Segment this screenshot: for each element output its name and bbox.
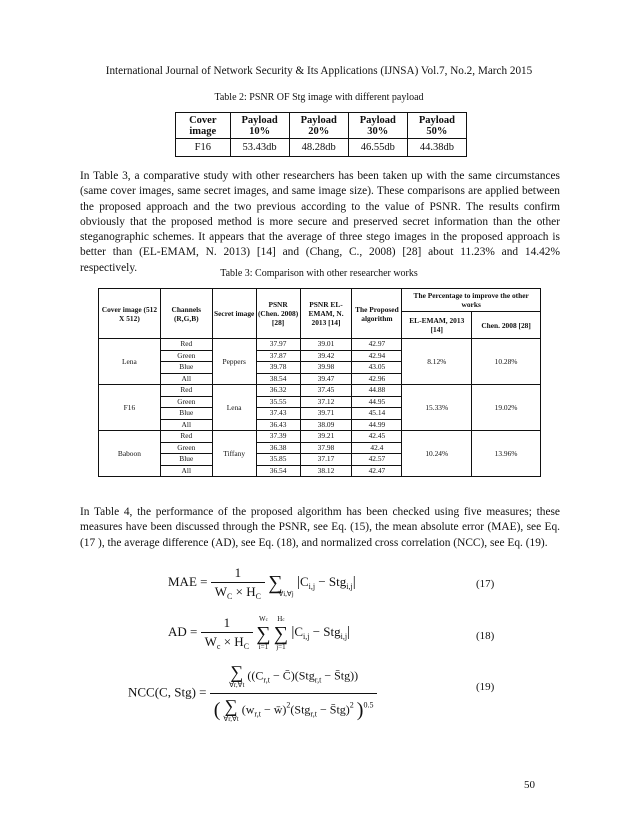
- psnr-elemam-cell: 39.01: [300, 339, 352, 351]
- table2-header: Payload 50%: [407, 113, 466, 139]
- channel-cell: Green: [160, 442, 212, 454]
- channel-cell: All: [160, 419, 212, 431]
- psnr-chen-cell: 37.39: [256, 431, 300, 443]
- channel-cell: Blue: [160, 408, 212, 420]
- table2: [175, 112, 467, 157]
- psnr-proposed-cell: 42.47: [352, 465, 402, 477]
- table-cell: 48.28db: [289, 139, 348, 157]
- psnr-proposed-cell: 42.97: [352, 339, 402, 351]
- table2-caption: Table 2: PSNR OF Stg image with different payload: [214, 92, 424, 103]
- cover-image-cell: Lena: [99, 339, 161, 385]
- table2-header-row: [176, 113, 467, 139]
- channel-cell: Blue: [160, 454, 212, 466]
- paragraph-table3-intro: In Table 3, a comparative study with other researchers has been taken up with the same circumstances (same cover images, same secret images, and same image size). These comparisons are applied between the proposed approach and the two previous according to the value of PSNR. The results confirm obviously that the proposed method is more secure and preserved secret information than the other steganographic schemes. It appears that the average of three stego images in the proposed approach is better than (EL-EMAM, N. 2013) [14] and (Chang, C., 2008) [28] about 11.23% and 14.42% respectively.: [80, 170, 560, 274]
- psnr-proposed-cell: 42.57: [352, 454, 402, 466]
- psnr-elemam-cell: 39.71: [300, 408, 352, 420]
- psnr-elemam-cell: 37.45: [300, 385, 352, 397]
- channel-cell: Blue: [160, 362, 212, 374]
- psnr-elemam-cell: 39.47: [300, 373, 352, 385]
- improve-elemam-cell: 10.24%: [402, 431, 472, 477]
- table2-header: Payload 30%: [348, 113, 407, 139]
- channel-cell: All: [160, 465, 212, 477]
- table3-header: Chen. 2008 [28]: [472, 312, 541, 339]
- psnr-elemam-cell: 37.98: [300, 442, 352, 454]
- psnr-elemam-cell: 37.12: [300, 396, 352, 408]
- improve-elemam-cell: 15.33%: [402, 385, 472, 431]
- channel-cell: Red: [160, 431, 212, 443]
- channel-cell: Green: [160, 396, 212, 408]
- cover-image-cell: Baboon: [99, 431, 161, 477]
- table3-header: PSNR (Chen. 2008) [28]: [256, 289, 300, 339]
- psnr-proposed-cell: 44.95: [352, 396, 402, 408]
- table3-header: EL-EMAM, 2013 [14]: [402, 312, 472, 339]
- improve-chen-cell: 13.96%: [472, 431, 541, 477]
- table-row: [176, 139, 467, 157]
- psnr-chen-cell: 37.43: [256, 408, 300, 420]
- cover-image-cell: F16: [99, 385, 161, 431]
- psnr-chen-cell: 36.38: [256, 442, 300, 454]
- improve-chen-cell: 10.28%: [472, 339, 541, 385]
- improve-elemam-cell: 8.12%: [402, 339, 472, 385]
- table-cell: 44.38db: [407, 139, 466, 157]
- secret-image-cell: Peppers: [212, 339, 256, 385]
- table3-header: Secret image: [212, 289, 256, 339]
- table3-header: The Proposed algorithm: [352, 289, 402, 339]
- psnr-chen-cell: 36.43: [256, 419, 300, 431]
- equation-number: (18): [476, 630, 495, 642]
- table3-header: PSNR EL-EMAM, N. 2013 [14]: [300, 289, 352, 339]
- psnr-chen-cell: 39.78: [256, 362, 300, 374]
- channel-cell: Green: [160, 350, 212, 362]
- table-row: [99, 385, 541, 397]
- table-row: [99, 339, 541, 351]
- channel-cell: Red: [160, 385, 212, 397]
- equation-number: (19): [476, 681, 495, 693]
- psnr-chen-cell: 37.97: [256, 339, 300, 351]
- equation-number: (17): [476, 578, 495, 590]
- table-row: [99, 431, 541, 443]
- table-cell: 53.43db: [230, 139, 289, 157]
- page-number: 50: [524, 779, 535, 791]
- psnr-elemam-cell: 39.42: [300, 350, 352, 362]
- secret-image-cell: Tiffany: [212, 431, 256, 477]
- table-cell: F16: [176, 139, 231, 157]
- table2-header: Payload 10%: [230, 113, 289, 139]
- equation-mae: MAE = $\frac{1}{W_C \times H_C}$ $\sum_{\forall i,\forall j}$ $|C_{i,j} - Stg_{i,j}|$: [168, 565, 356, 601]
- secret-image-cell: Lena: [212, 385, 256, 431]
- psnr-proposed-cell: 42.4: [352, 442, 402, 454]
- psnr-proposed-cell: 45.14: [352, 408, 402, 420]
- psnr-chen-cell: 35.85: [256, 454, 300, 466]
- psnr-chen-cell: 37.87: [256, 350, 300, 362]
- psnr-proposed-cell: 42.94: [352, 350, 402, 362]
- psnr-chen-cell: 35.55: [256, 396, 300, 408]
- channel-cell: All: [160, 373, 212, 385]
- psnr-chen-cell: 36.32: [256, 385, 300, 397]
- table3-header-row: [99, 289, 541, 312]
- table-cell: 46.55db: [348, 139, 407, 157]
- psnr-proposed-cell: 42.96: [352, 373, 402, 385]
- psnr-proposed-cell: 44.99: [352, 419, 402, 431]
- table3: [98, 288, 541, 477]
- channel-cell: Red: [160, 339, 212, 351]
- psnr-proposed-cell: 42.45: [352, 431, 402, 443]
- psnr-elemam-cell: 39.98: [300, 362, 352, 374]
- psnr-proposed-cell: 44.88: [352, 385, 402, 397]
- psnr-proposed-cell: 43.05: [352, 362, 402, 374]
- table3-caption: Table 3: Comparison with other researcher works: [220, 268, 418, 279]
- table3-header: Cover image (512 X 512): [99, 289, 161, 339]
- table2-header: Cover image: [176, 113, 231, 139]
- psnr-elemam-cell: 39.21: [300, 431, 352, 443]
- psnr-elemam-cell: 38.09: [300, 419, 352, 431]
- paragraph-table4-intro: In Table 4, the performance of the proposed algorithm has been checked using five measures; these measures have been discussed through the PSNR, see Eq. (15), the mean absolute error (MAE), see Eq. (17 ), the average difference (AD), see Eq. (18), and normalized cross correlation (NCC), see Eq. (19).: [80, 506, 560, 549]
- table2-header: Payload 20%: [289, 113, 348, 139]
- journal-header: International Journal of Network Security & Its Applications (IJNSA) Vol.7, No.2, March 2015: [105, 65, 533, 77]
- psnr-chen-cell: 38.54: [256, 373, 300, 385]
- improve-chen-cell: 19.02%: [472, 385, 541, 431]
- table3-header: Channels (R,G,B): [160, 289, 212, 339]
- psnr-elemam-cell: 38.12: [300, 465, 352, 477]
- table3-header: The Percentage to improve the other works: [402, 289, 541, 312]
- equation-ad: AD = $\frac{1}{W_c \times H_C}$ Wc ∑ i=1 Hc ∑ j=1 $|C_{i,j} - Stg_{i,j}|$: [168, 615, 351, 651]
- psnr-elemam-cell: 37.17: [300, 454, 352, 466]
- equation-ncc: NCC(C, Stg) = ∑ ∀r,∀t (($C_{r,t}$ − C̄)(Stg$_{r,t}$ − S̄tg)) ( ∑ ∀r,∀t ($w_{r,t}$ − w̄)$^2$(Stg$_{r,t}$ − S̄tg)$^2$ )$^{0.5}$: [128, 663, 377, 724]
- psnr-chen-cell: 36.54: [256, 465, 300, 477]
- table3-body: [99, 339, 541, 477]
